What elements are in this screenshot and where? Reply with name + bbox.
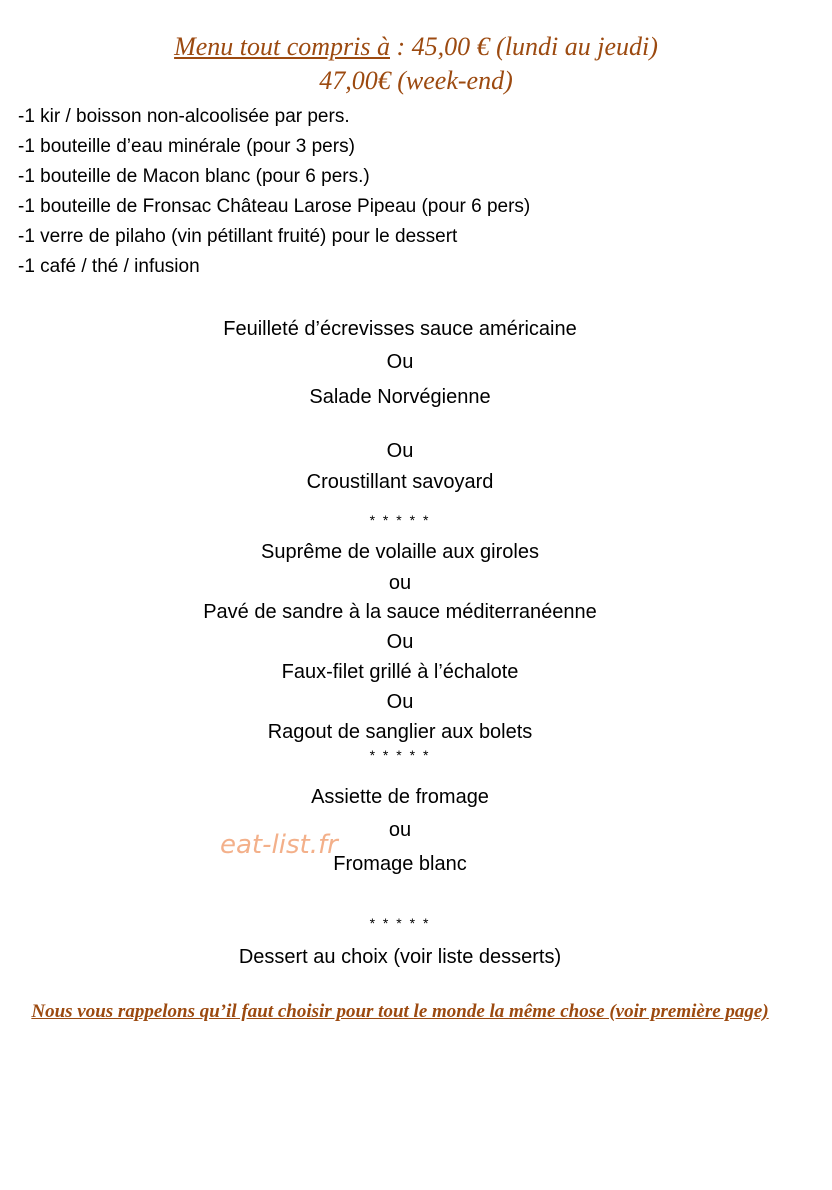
dessert-line: Dessert au choix (voir liste desserts) xyxy=(238,946,562,968)
inclusion-item: -1 café / thé / infusion xyxy=(18,256,200,277)
cheese-option: Assiette de fromage xyxy=(311,786,489,808)
starter-option: Croustillant savoyard xyxy=(306,471,494,493)
inclusions-list xyxy=(18,102,530,282)
course-separator: * * * * * xyxy=(369,915,431,931)
course-separator: * * * * * xyxy=(369,512,431,528)
main-option: Suprême de volaille aux giroles xyxy=(261,541,539,563)
weekend-price: 47,00€ (week-end) xyxy=(319,66,513,95)
or-label: Ou xyxy=(386,631,414,653)
inclusion-item: -1 bouteille de Macon blanc (pour 6 pers.) xyxy=(18,166,370,187)
or-label: ou xyxy=(388,572,412,594)
footer-note: Nous vous rappelons qu’il faut choisir pour tout le monde la même chose (voir première page) xyxy=(31,1001,769,1022)
or-label: Ou xyxy=(386,440,414,462)
course-separator: * * * * * xyxy=(369,747,431,763)
starter-option: Feuilleté d’écrevisses sauce américaine xyxy=(223,318,577,340)
inclusion-item: -1 bouteille de Fronsac Château Larose Pipeau (pour 6 pers) xyxy=(18,196,531,217)
watermark-logo: eat-list.fr xyxy=(220,830,338,860)
main-option: Faux-filet grillé à l’échalote xyxy=(281,661,519,683)
or-label: Ou xyxy=(386,691,414,713)
title-line-1 xyxy=(0,30,832,64)
cheese-option: Fromage blanc xyxy=(333,853,467,875)
main-option: Pavé de sandre à la sauce méditerranéenne xyxy=(203,601,597,623)
inclusion-item: -1 kir / boisson non-alcoolisée par pers. xyxy=(18,106,350,127)
main-option: Ragout de sanglier aux bolets xyxy=(267,721,533,743)
starter-option: Salade Norvégienne xyxy=(309,386,491,408)
or-label: ou xyxy=(388,819,412,841)
inclusion-item: -1 verre de pilaho (vin pétillant fruité) pour le dessert xyxy=(18,226,458,247)
menu-title xyxy=(0,30,832,98)
weekday-price: : 45,00 € (lundi au jeudi) xyxy=(390,32,658,61)
or-label: Ou xyxy=(386,351,414,373)
title-underlined-text: Menu tout compris à xyxy=(174,32,390,61)
inclusion-item: -1 bouteille d’eau minérale (pour 3 pers) xyxy=(18,136,355,157)
